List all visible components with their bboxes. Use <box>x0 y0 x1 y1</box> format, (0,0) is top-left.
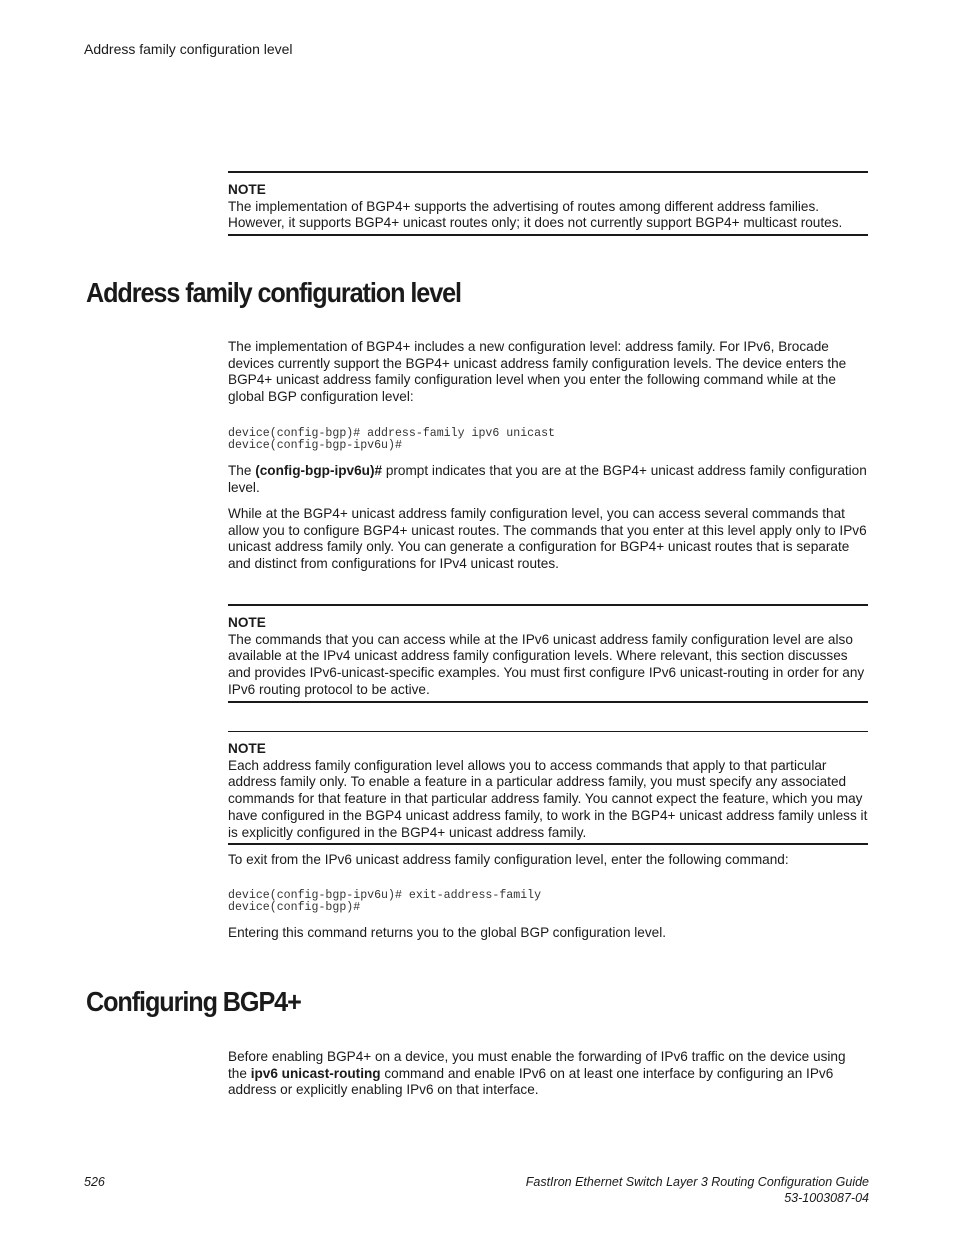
note-label: NOTE <box>228 741 266 756</box>
prompt-name: (config-bgp-ipv6u)# <box>255 463 383 478</box>
paragraph: While at the BGP4+ unicast address family configuration level, you can access several commands that allow you to configure BGP4+ unicast routes. The commands that you enter at this level apply only to IPv6 unicast address family only. You can generate a configuration for BGP4+ unicast routes that is separate and distinct from configurations for IPv4 unicast routes. <box>228 506 867 572</box>
text-run: prompt indicates that you are at the BGP4+ unicast address family configuration level. <box>228 463 867 495</box>
paragraph <box>228 463 868 496</box>
note-text: Each address family configuration level allows you to access commands that apply to that particular address family only. To enable a feature in a particular address family, you must specify any associated commands for that feature in that particular address family. You cannot expect the feature, which you may have configured in the BGP4 unicast address family, to work in the BGP4+ unicast address family unless it is explicitly configured in the BGP4+ unicast address family. <box>228 757 868 840</box>
section-title: Address family configuration level <box>86 277 461 308</box>
note-text: The implementation of BGP4+ supports the advertising of routes among different address families. However, it supports BGP4+ unicast routes only; it does not currently support BGP4+ multicast routes. <box>228 198 843 231</box>
paragraph <box>228 1049 868 1099</box>
doc-number: 53-1003087-04 <box>784 1190 869 1205</box>
guide-title: FastIron Ethernet Switch Layer 3 Routing Configuration Guide <box>525 1175 869 1189</box>
paragraph: The implementation of BGP4+ includes a new configuration level: address family. For IPv6, Brocade devices currently support the BGP4+ unicast address family configuration levels. The device enters the BGP4+ unicast address family configuration level when you enter the following command while at the global BGP configuration level: <box>228 339 847 405</box>
text-run: command and enable IPv6 on at least one interface by configuring an IPv6 address or explicitly enabling IPv6 on that interface. <box>228 1065 834 1098</box>
note-label: NOTE <box>228 615 266 630</box>
paragraph: To exit from the IPv6 unicast address family configuration level, enter the following command: <box>228 852 789 867</box>
text-run: Before enabling BGP4+ on a device, you must enable the forwarding of IPv6 traffic on the device using the <box>228 1049 846 1081</box>
page-number: 526 <box>84 1175 105 1189</box>
note-block <box>228 604 868 703</box>
note-label: NOTE <box>228 182 266 197</box>
code-example: device(config-bgp-ipv6u)# exit-address-family device(config-bgp)# <box>228 889 542 915</box>
paragraph: Entering this command returns you to the global BGP configuration level. <box>228 925 667 940</box>
note-block <box>228 731 868 845</box>
note-block <box>228 171 868 236</box>
command-name: ipv6 unicast-routing <box>250 1065 381 1081</box>
code-example: device(config-bgp)# address-family ipv6 unicast device(config-bgp-ipv6u)# <box>228 427 555 453</box>
footer-doc-info <box>526 1175 869 1206</box>
section-title: Configuring BGP4+ <box>86 986 301 1017</box>
note-text: The commands that you can access while at the IPv6 unicast address family configuration level are also available at the IPv4 unicast address family configuration levels. Where relevant, this section discusses and provides IPv6-unicast-specific examples. You must first configure IPv6 unicast-routing in order for any IPv6 routing protocol to be active. <box>228 631 865 697</box>
running-header: Address family configuration level <box>84 41 293 57</box>
text-run: The <box>228 463 256 478</box>
